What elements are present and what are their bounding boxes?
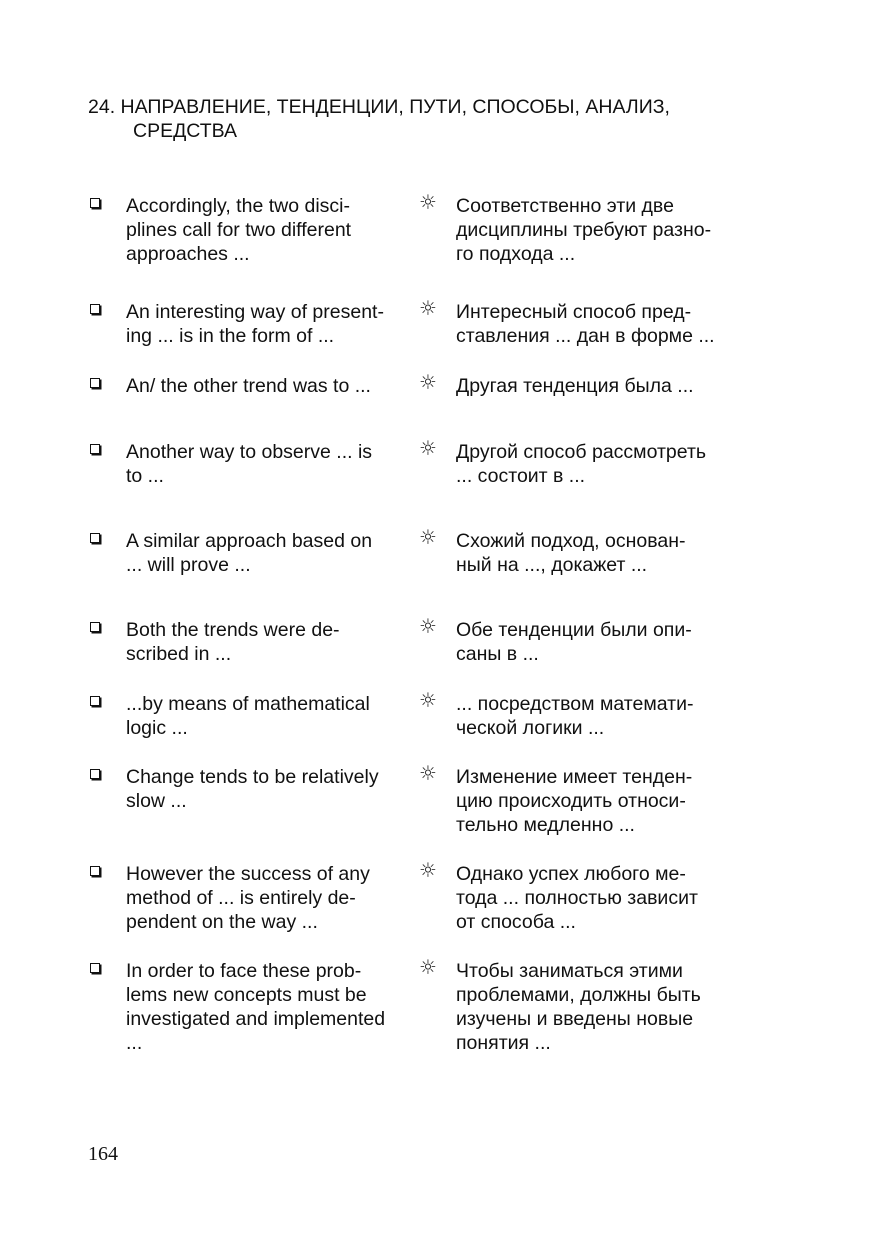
english-phrase: An/ the other trend was to ...: [126, 375, 371, 397]
russian-phrase: Чтобы заниматься этими проблемами, должны быть изучены и введены новые понятия ...: [456, 960, 701, 1054]
english-phrase: Another way to observe ... is to ...: [126, 441, 373, 487]
checkbox-bullet-icon: [90, 622, 100, 632]
english-phrase: However the success of any method of ... is entirely de- pendent on the way ...: [126, 863, 370, 933]
russian-phrase: Интересный способ пред- ставления ... дан в форме ...: [456, 301, 715, 347]
english-phrase: In order to face these prob- lems new concepts must be investigated and implemented ...: [126, 960, 386, 1054]
sun-icon: ☼: [419, 955, 437, 979]
checkbox-bullet-icon: [90, 444, 100, 454]
english-phrase: Change tends to be relatively slow ...: [126, 766, 379, 812]
russian-phrase: Изменение имеет тенден- цию происходить относи- тельно медленно ...: [456, 766, 693, 836]
checkbox-bullet-icon: [90, 696, 100, 706]
checkbox-bullet-icon: [90, 769, 100, 779]
sun-icon: ☼: [419, 688, 437, 712]
section-title-line1: НАПРАВЛЕНИЕ, ТЕНДЕНЦИИ, ПУТИ, СПОСОБЫ, АНАЛИЗ,: [120, 96, 670, 118]
section-number: 24.: [88, 96, 116, 118]
russian-phrase: Схожий подход, основан- ный на ..., докажет ...: [456, 530, 686, 576]
checkbox-bullet-icon: [90, 866, 100, 876]
sun-icon: ☼: [419, 525, 437, 549]
sun-icon: ☼: [419, 858, 437, 882]
checkbox-bullet-icon: [90, 963, 100, 973]
russian-phrase: ... посредством математи- ческой логики ...: [456, 693, 694, 739]
checkbox-bullet-icon: [90, 198, 100, 208]
english-phrase: Accordingly, the two disci- plines call for two different approaches ...: [126, 195, 352, 265]
sun-icon: ☼: [419, 614, 437, 638]
english-phrase: An interesting way of present- ing ... is in the form of ...: [126, 301, 384, 347]
english-phrase: ...by means of mathematical logic ...: [126, 693, 370, 739]
sun-icon: ☼: [419, 296, 437, 320]
checkbox-bullet-icon: [90, 378, 100, 388]
russian-phrase: Другой способ рассмотреть ... состоит в ...: [456, 441, 707, 487]
page-number: 164: [88, 1143, 118, 1165]
checkbox-bullet-icon: [90, 533, 100, 543]
sun-icon: ☼: [419, 190, 437, 214]
checkbox-bullet-icon: [90, 304, 100, 314]
sun-icon: ☼: [419, 370, 437, 394]
russian-phrase: Другая тенденция была ...: [456, 375, 694, 397]
section-title-line2: СРЕДСТВА: [133, 120, 238, 142]
russian-phrase: Соответственно эти две дисциплины требуют разно- го подхода ...: [456, 195, 712, 265]
section-heading: [88, 95, 788, 143]
sun-icon: ☼: [419, 436, 437, 460]
english-phrase: Both the trends were de- scribed in ...: [126, 619, 340, 665]
russian-phrase: Обе тенденции были опи- саны в ...: [456, 619, 692, 665]
english-phrase: A similar approach based on ... will prove ...: [126, 530, 373, 576]
sun-icon: ☼: [419, 761, 437, 785]
russian-phrase: Однако успех любого ме- тода ... полностью зависит от способа ...: [456, 863, 698, 933]
